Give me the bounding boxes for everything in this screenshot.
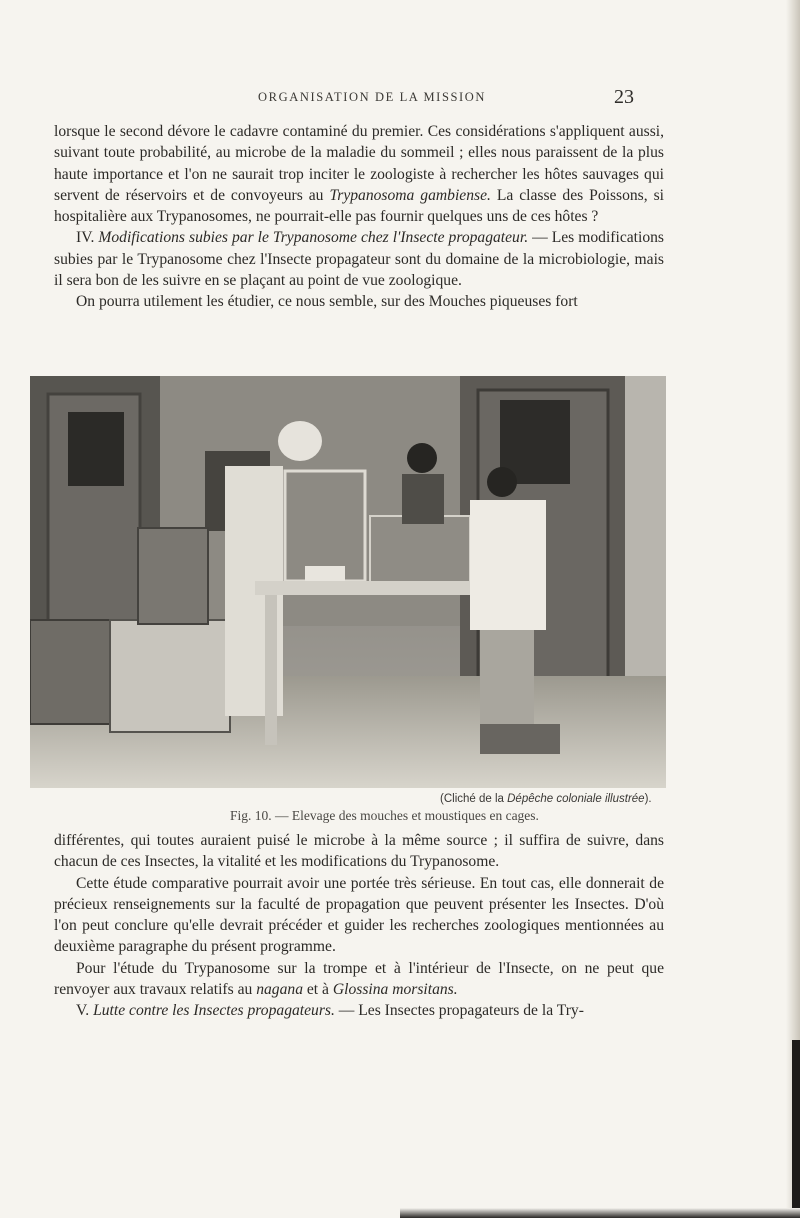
stool [480,724,560,754]
paragraph-2 [54,227,664,291]
page-edge [786,0,800,1218]
page-edge-shadow [792,1040,800,1218]
bottom-text-block [54,830,664,1022]
left-door-window [68,412,124,486]
glossina-italic: Glossina morsitans. [332,981,458,999]
credit-close: ). [644,793,652,805]
boy-body [402,474,444,524]
photograph-illustration [30,376,666,788]
top-text-block [54,121,664,313]
jars [305,566,345,581]
crate-stacked [138,528,208,624]
right-wall-column [625,376,666,696]
paragraph-6-start: Pour l'étude du Trypanosome sur la trompe et à l'intérieur de l'Insecte, on ne peut que renvoyer aux travaux relatifs au [54,959,664,999]
paragraph-6-mid: et à [306,981,329,999]
nagana-italic: nagana [256,981,303,999]
paragraph-5: Cette étude comparative pourrait avoir une portée très sérieuse. En tout cas, elle donnerait de précieux renseignements sur la faculté de propagation que peuvent présenter les Insectes. D'où l'on peut conclure qu'elle devrait précéder et guider les recherches zoologiques mentionnées au deuxième paragraphe du présent programme. [54,874,664,956]
paragraph-7-text: — Les Insectes propagateurs de la Try- [338,1002,584,1020]
section-numeral-iv: IV. [76,229,95,247]
crate-white [110,620,230,732]
section-title-v: Lutte contre les Insectes propagateurs. [93,1002,335,1020]
figure-credit [440,793,652,805]
crate-left [30,620,110,724]
paragraph-6 [54,958,664,1001]
credit-open: (Cliché de la [440,793,504,805]
boy-head [407,443,437,473]
table-top [255,581,505,595]
table-leg-left [265,595,277,745]
page-number: 23 [614,86,634,108]
section-numeral-v: V. [76,1002,90,1020]
paragraph-2-text: — Les modifications subies par le Trypanosome chez l'Insecte propagateur sont du domaine de la microbiologie, mais il sera bon de les suivre en se plaçant au point de vue zoologique. [54,229,664,290]
paragraph-1-text: lorsque le second dévore le cadavre contaminé du premier. Ces considérations s'appliquent aussi, suivant toute probabilité, au microbe de la maladie du sommeil ; elles nous paraissent de la plus haute importance et l'on ne saurait trop inciter le zoologiste à rechercher les hôtes sauvages qui servent de réservoirs et de convoyeurs au [54,123,664,204]
paragraph-1 [54,121,664,227]
girl-head [487,467,517,497]
paragraph-7 [54,1000,664,1021]
paragraph-1-end: La classe des Poissons, si hospitalière aux Trypanosomes, ne pourrait-elle pas fournir quelques uns de ces hôtes ? [54,186,664,226]
paragraph-4: différentes, qui toutes auraient puisé le microbe à la même source ; il suffira de suivre, dans chacun de ces Insectes, la vitalité et les modifications du Trypanosome. [54,832,664,871]
bottom-edge-shadow [400,1208,800,1218]
section-title-iv: Modifications subies par le Trypanosome chez l'Insecte propagateur. [98,229,529,247]
girl-skirt [480,630,534,740]
running-head: ORGANISATION DE LA MISSION [258,90,487,104]
mesh-cage [370,516,470,586]
page-header [0,86,800,112]
girl-white-blouse [470,500,546,630]
pith-helmet [278,421,322,461]
credit-source: Dépêche coloniale illustrée [507,793,645,805]
paragraph-3: On pourra utilement les étudier, ce nous semble, sur des Mouches piqueuses fort [76,293,578,311]
figure-photograph [30,376,666,788]
figure-caption: Fig. 10. — Elevage des mouches et moustiques en cages. [230,808,539,823]
species-name-italic: Trypanosoma gambiense. [329,186,491,204]
